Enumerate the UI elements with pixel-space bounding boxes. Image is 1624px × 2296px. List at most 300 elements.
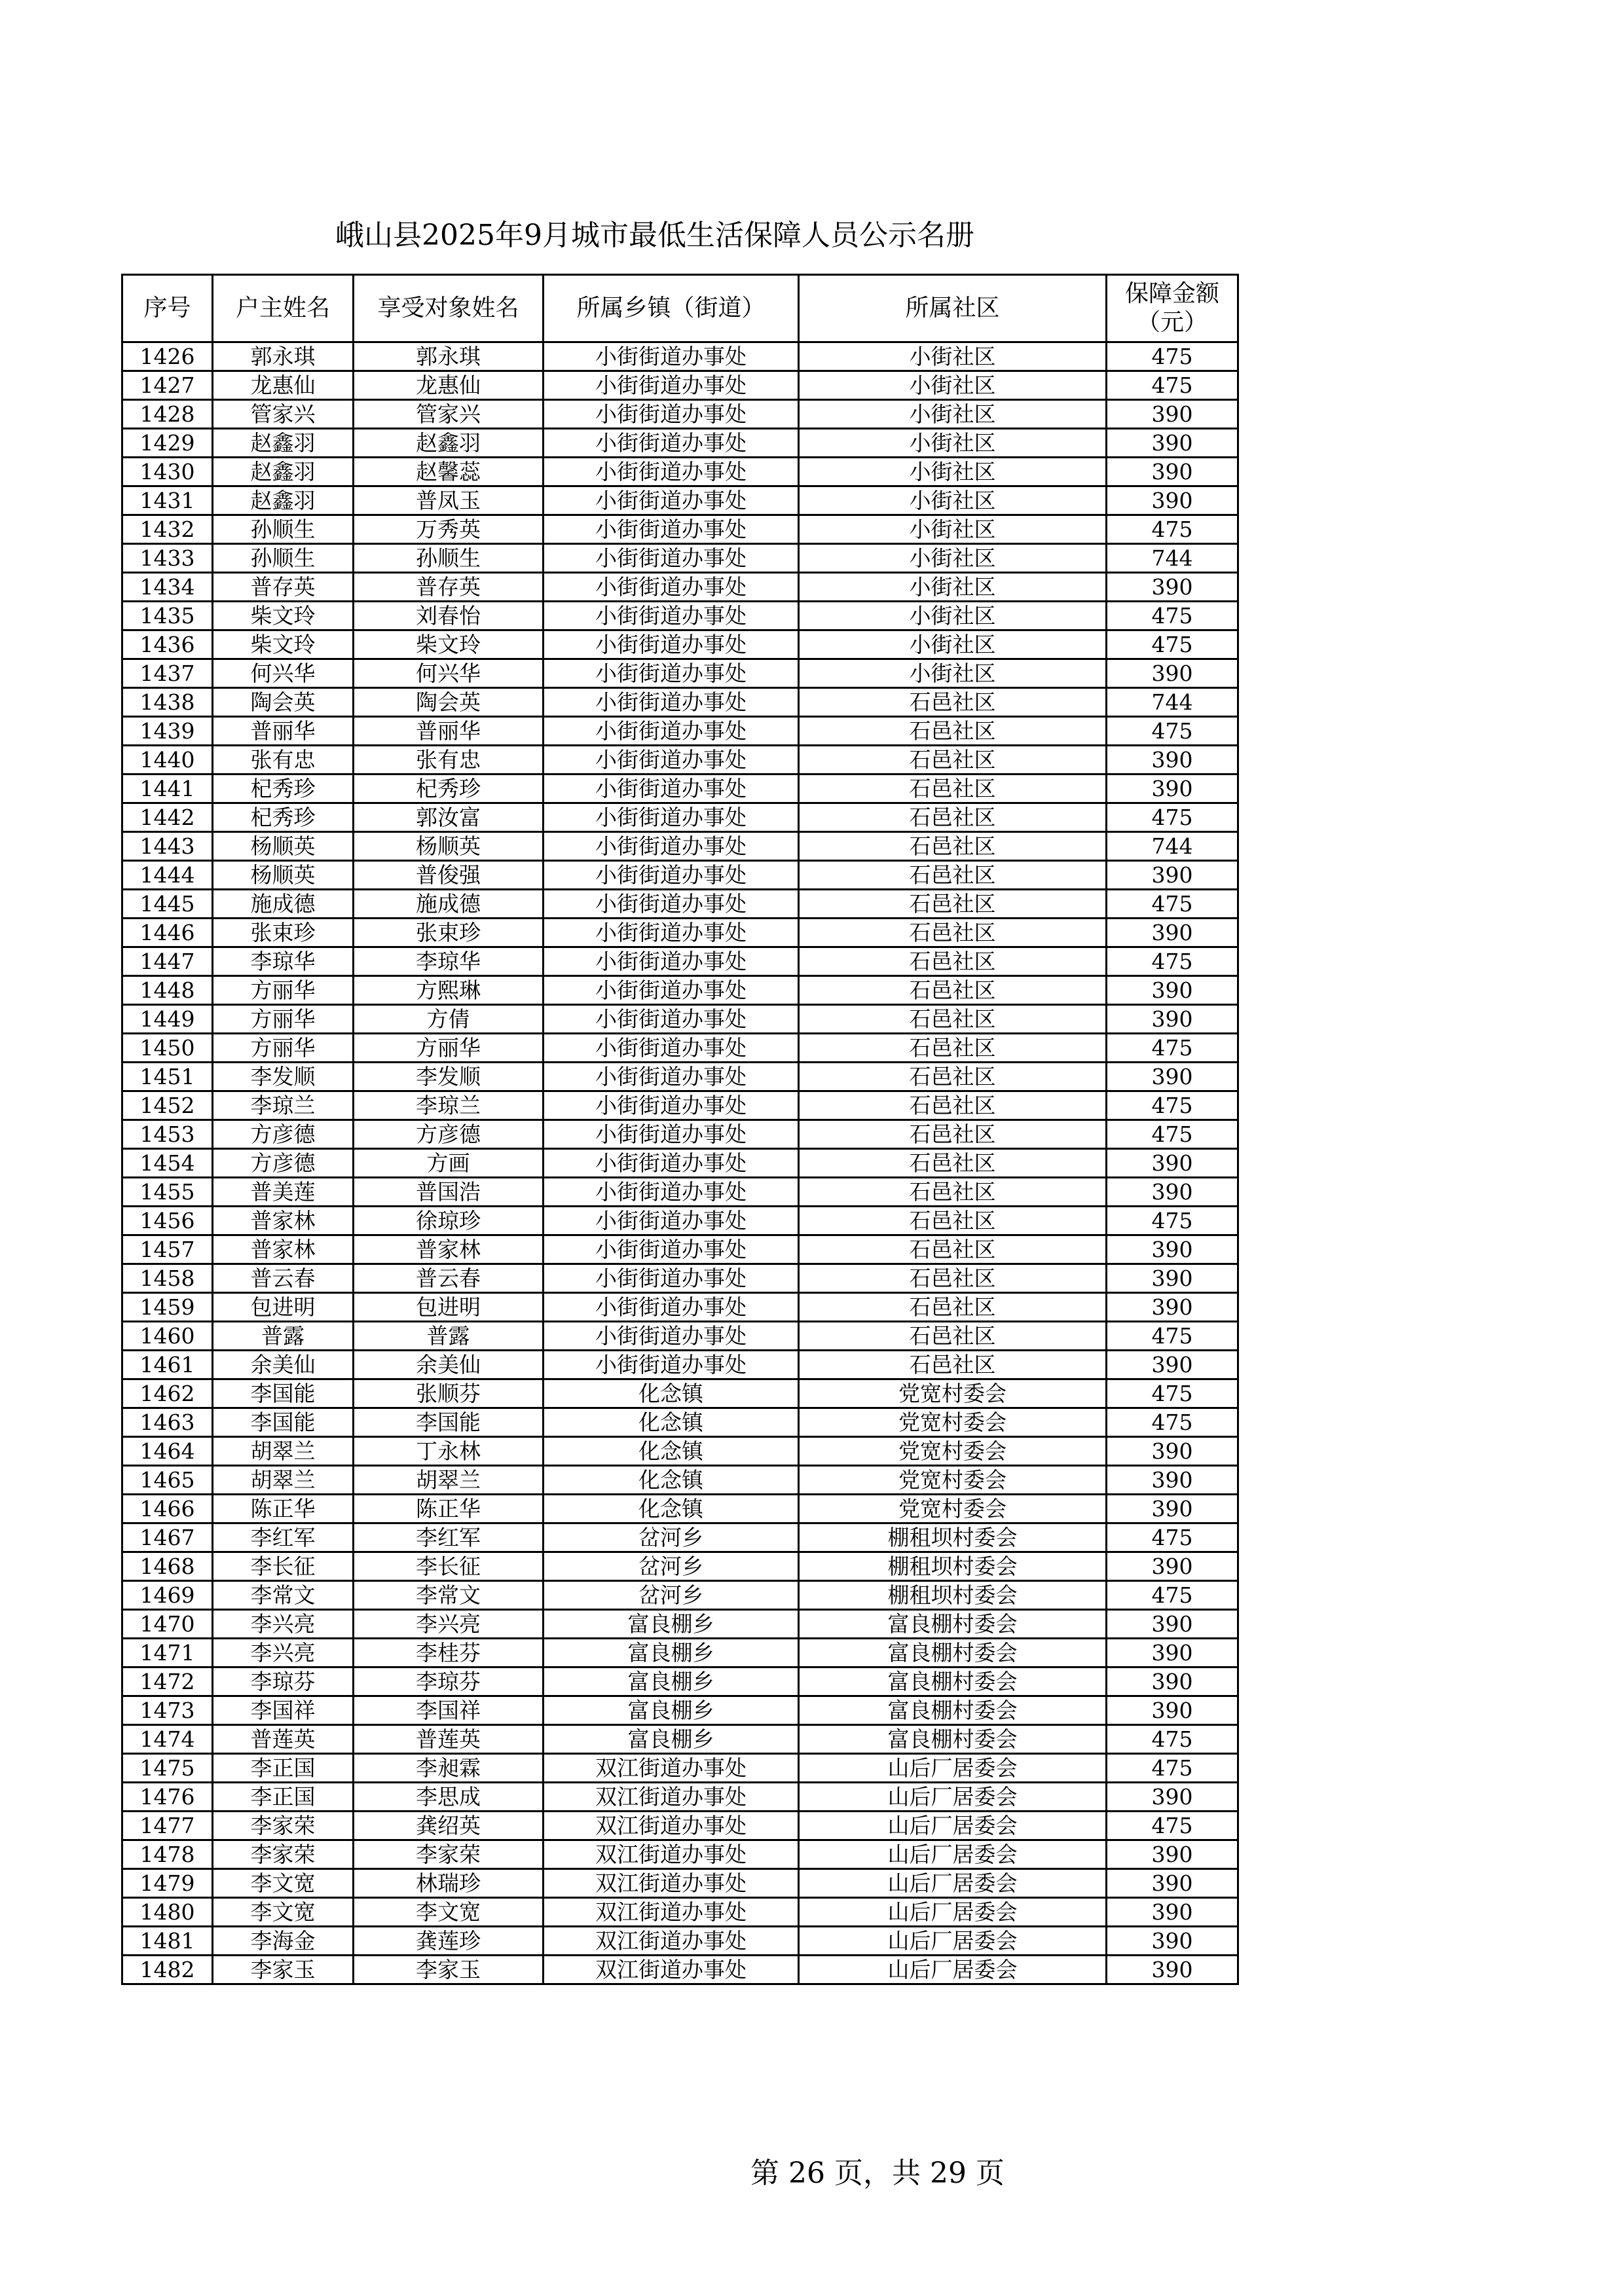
community-cell: 石邑社区 (799, 1351, 1107, 1379)
header-household-head: 户主姓名 (213, 275, 354, 342)
serial-cell: 1464 (122, 1437, 213, 1466)
township-cell: 双江街道办事处 (544, 1840, 799, 1869)
serial-cell: 1473 (122, 1696, 213, 1725)
community-cell: 党宽村委会 (799, 1466, 1107, 1495)
household-head-cell: 李文宽 (213, 1869, 354, 1898)
household-head-cell: 胡翠兰 (213, 1466, 354, 1495)
beneficiary-cell: 普存英 (354, 573, 544, 602)
serial-cell: 1426 (122, 342, 213, 371)
beneficiary-cell: 陶会英 (354, 688, 544, 717)
serial-cell: 1430 (122, 458, 213, 486)
amount-cell: 390 (1107, 486, 1238, 515)
beneficiary-cell: 郭永琪 (354, 342, 544, 371)
amount-cell: 475 (1107, 1034, 1238, 1063)
community-cell: 富良棚村委会 (799, 1639, 1107, 1667)
township-cell: 小街街道办事处 (544, 544, 799, 573)
beneficiary-cell: 杞秀珍 (354, 774, 544, 803)
household-head-cell: 方丽华 (213, 1034, 354, 1063)
serial-cell: 1447 (122, 947, 213, 976)
community-cell: 小街社区 (799, 515, 1107, 544)
table-row (122, 861, 1238, 890)
community-cell: 山后厂居委会 (799, 1783, 1107, 1812)
serial-cell: 1481 (122, 1927, 213, 1956)
beneficiary-cell: 赵馨蕊 (354, 458, 544, 486)
serial-cell: 1434 (122, 573, 213, 602)
table-row (122, 1639, 1238, 1667)
township-cell: 小街街道办事处 (544, 1091, 799, 1120)
table-row (122, 1898, 1238, 1927)
beneficiary-cell: 余美仙 (354, 1351, 544, 1379)
community-cell: 石邑社区 (799, 1034, 1107, 1063)
township-cell: 小街街道办事处 (544, 890, 799, 919)
beneficiary-cell: 方彦德 (354, 1120, 544, 1149)
household-head-cell: 李发顺 (213, 1063, 354, 1091)
community-cell: 小街社区 (799, 659, 1107, 688)
amount-cell: 744 (1107, 688, 1238, 717)
amount-cell: 390 (1107, 1351, 1238, 1379)
township-cell: 化念镇 (544, 1495, 799, 1523)
community-cell: 石邑社区 (799, 1178, 1107, 1207)
amount-cell: 390 (1107, 1063, 1238, 1091)
household-head-cell: 李文宽 (213, 1898, 354, 1927)
table-row (122, 1927, 1238, 1956)
amount-cell: 475 (1107, 1091, 1238, 1120)
township-cell: 双江街道办事处 (544, 1754, 799, 1783)
amount-cell: 475 (1107, 342, 1238, 371)
serial-cell: 1456 (122, 1207, 213, 1235)
amount-cell: 475 (1107, 630, 1238, 659)
community-cell: 石邑社区 (799, 890, 1107, 919)
township-cell: 化念镇 (544, 1437, 799, 1466)
table-row (122, 1466, 1238, 1495)
roster-table (121, 274, 1239, 1985)
amount-cell: 390 (1107, 1696, 1238, 1725)
table-row (122, 919, 1238, 947)
beneficiary-cell: 李常文 (354, 1581, 544, 1610)
community-cell: 石邑社区 (799, 1091, 1107, 1120)
table-row (122, 1408, 1238, 1437)
township-cell: 小街街道办事处 (544, 803, 799, 832)
household-head-cell: 施成德 (213, 890, 354, 919)
serial-cell: 1482 (122, 1956, 213, 1984)
household-head-cell: 李国祥 (213, 1696, 354, 1725)
serial-cell: 1479 (122, 1869, 213, 1898)
community-cell: 石邑社区 (799, 688, 1107, 717)
township-cell: 双江街道办事处 (544, 1956, 799, 1984)
amount-cell: 475 (1107, 1207, 1238, 1235)
amount-cell: 475 (1107, 371, 1238, 400)
beneficiary-cell: 何兴华 (354, 659, 544, 688)
community-cell: 山后厂居委会 (799, 1927, 1107, 1956)
table-row (122, 544, 1238, 573)
community-cell: 小街社区 (799, 342, 1107, 371)
beneficiary-cell: 李发顺 (354, 1063, 544, 1091)
community-cell: 石邑社区 (799, 832, 1107, 861)
serial-cell: 1427 (122, 371, 213, 400)
serial-cell: 1466 (122, 1495, 213, 1523)
beneficiary-cell: 方熙琳 (354, 976, 544, 1005)
beneficiary-cell: 李兴亮 (354, 1610, 544, 1639)
household-head-cell: 龙惠仙 (213, 371, 354, 400)
township-cell: 双江街道办事处 (544, 1927, 799, 1956)
beneficiary-cell: 龙惠仙 (354, 371, 544, 400)
township-cell: 小街街道办事处 (544, 400, 799, 429)
beneficiary-cell: 管家兴 (354, 400, 544, 429)
serial-cell: 1440 (122, 746, 213, 774)
household-head-cell: 杞秀珍 (213, 803, 354, 832)
amount-cell: 390 (1107, 1495, 1238, 1523)
community-cell: 小街社区 (799, 458, 1107, 486)
table-row (122, 1235, 1238, 1264)
serial-cell: 1444 (122, 861, 213, 890)
amount-cell: 390 (1107, 861, 1238, 890)
township-cell: 小街街道办事处 (544, 1034, 799, 1063)
household-head-cell: 方丽华 (213, 976, 354, 1005)
header-serial-number: 序号 (122, 275, 213, 342)
beneficiary-cell: 丁永林 (354, 1437, 544, 1466)
household-head-cell: 李家荣 (213, 1812, 354, 1840)
beneficiary-cell: 李思成 (354, 1783, 544, 1812)
serial-cell: 1458 (122, 1264, 213, 1293)
serial-cell: 1455 (122, 1178, 213, 1207)
community-cell: 石邑社区 (799, 803, 1107, 832)
household-head-cell: 李正国 (213, 1783, 354, 1812)
amount-cell: 390 (1107, 1178, 1238, 1207)
page-number: 第 26 页，共 29 页 (750, 2157, 1005, 2190)
beneficiary-cell: 普丽华 (354, 717, 544, 746)
household-head-cell: 李常文 (213, 1581, 354, 1610)
serial-cell: 1442 (122, 803, 213, 832)
amount-cell: 475 (1107, 717, 1238, 746)
amount-cell: 475 (1107, 803, 1238, 832)
amount-cell: 390 (1107, 1293, 1238, 1322)
household-head-cell: 陶会英 (213, 688, 354, 717)
township-cell: 小街街道办事处 (544, 919, 799, 947)
amount-cell: 390 (1107, 1639, 1238, 1667)
community-cell: 石邑社区 (799, 717, 1107, 746)
amount-cell: 390 (1107, 976, 1238, 1005)
community-cell: 富良棚村委会 (799, 1725, 1107, 1754)
serial-cell: 1465 (122, 1466, 213, 1495)
household-head-cell: 普家林 (213, 1235, 354, 1264)
table-row (122, 1379, 1238, 1408)
beneficiary-cell: 李家玉 (354, 1956, 544, 1984)
community-cell: 小街社区 (799, 630, 1107, 659)
amount-cell: 744 (1107, 544, 1238, 573)
amount-cell: 475 (1107, 890, 1238, 919)
household-head-cell: 赵鑫羽 (213, 458, 354, 486)
community-cell: 富良棚村委会 (799, 1696, 1107, 1725)
header-row (122, 275, 1238, 342)
serial-cell: 1468 (122, 1552, 213, 1581)
beneficiary-cell: 李琼芬 (354, 1667, 544, 1696)
household-head-cell: 李琼兰 (213, 1091, 354, 1120)
township-cell: 小街街道办事处 (544, 1322, 799, 1351)
beneficiary-cell: 普莲英 (354, 1725, 544, 1754)
serial-cell: 1437 (122, 659, 213, 688)
township-cell: 小街街道办事处 (544, 774, 799, 803)
table-row (122, 1869, 1238, 1898)
table-row (122, 1091, 1238, 1120)
township-cell: 小街街道办事处 (544, 1178, 799, 1207)
community-cell: 党宽村委会 (799, 1437, 1107, 1466)
beneficiary-cell: 张束珍 (354, 919, 544, 947)
community-cell: 石邑社区 (799, 976, 1107, 1005)
amount-cell: 390 (1107, 573, 1238, 602)
community-cell: 党宽村委会 (799, 1379, 1107, 1408)
table-row (122, 1495, 1238, 1523)
township-cell: 小街街道办事处 (544, 746, 799, 774)
amount-cell: 744 (1107, 832, 1238, 861)
serial-cell: 1476 (122, 1783, 213, 1812)
table-row (122, 515, 1238, 544)
township-cell: 小街街道办事处 (544, 573, 799, 602)
serial-cell: 1436 (122, 630, 213, 659)
serial-cell: 1431 (122, 486, 213, 515)
household-head-cell: 李正国 (213, 1754, 354, 1783)
serial-cell: 1452 (122, 1091, 213, 1120)
table-row (122, 1696, 1238, 1725)
household-head-cell: 李家荣 (213, 1840, 354, 1869)
amount-cell: 390 (1107, 1956, 1238, 1984)
amount-cell: 390 (1107, 1898, 1238, 1927)
serial-cell: 1467 (122, 1523, 213, 1552)
serial-cell: 1480 (122, 1898, 213, 1927)
amount-cell: 390 (1107, 429, 1238, 458)
township-cell: 小街街道办事处 (544, 342, 799, 371)
community-cell: 山后厂居委会 (799, 1812, 1107, 1840)
table-row (122, 1523, 1238, 1552)
community-cell: 石邑社区 (799, 1063, 1107, 1091)
serial-cell: 1438 (122, 688, 213, 717)
household-head-cell: 李国能 (213, 1379, 354, 1408)
household-head-cell: 普家林 (213, 1207, 354, 1235)
beneficiary-cell: 龚莲珍 (354, 1927, 544, 1956)
table-row (122, 486, 1238, 515)
amount-cell: 390 (1107, 659, 1238, 688)
beneficiary-cell: 孙顺生 (354, 544, 544, 573)
table-row (122, 1610, 1238, 1639)
household-head-cell: 李琼芬 (213, 1667, 354, 1696)
header-community: 所属社区 (799, 275, 1107, 342)
township-cell: 富良棚乡 (544, 1639, 799, 1667)
table-row (122, 659, 1238, 688)
serial-cell: 1450 (122, 1034, 213, 1063)
beneficiary-cell: 普家林 (354, 1235, 544, 1264)
beneficiary-cell: 李昶霖 (354, 1754, 544, 1783)
table-row (122, 688, 1238, 717)
beneficiary-cell: 包进明 (354, 1293, 544, 1322)
township-cell: 双江街道办事处 (544, 1812, 799, 1840)
beneficiary-cell: 陈正华 (354, 1495, 544, 1523)
beneficiary-cell: 普露 (354, 1322, 544, 1351)
household-head-cell: 包进明 (213, 1293, 354, 1322)
amount-cell: 475 (1107, 1812, 1238, 1840)
table-row (122, 890, 1238, 919)
township-cell: 小街街道办事处 (544, 1264, 799, 1293)
amount-cell: 390 (1107, 774, 1238, 803)
household-head-cell: 普露 (213, 1322, 354, 1351)
amount-cell: 390 (1107, 1840, 1238, 1869)
township-cell: 小街街道办事处 (544, 1149, 799, 1178)
serial-cell: 1474 (122, 1725, 213, 1754)
community-cell: 石邑社区 (799, 1264, 1107, 1293)
household-head-cell: 赵鑫羽 (213, 429, 354, 458)
township-cell: 岔河乡 (544, 1581, 799, 1610)
amount-cell: 390 (1107, 458, 1238, 486)
table-row (122, 1783, 1238, 1812)
table-row (122, 371, 1238, 400)
table-row (122, 1264, 1238, 1293)
table-row (122, 832, 1238, 861)
table-row (122, 803, 1238, 832)
township-cell: 富良棚乡 (544, 1610, 799, 1639)
table-row (122, 400, 1238, 429)
township-cell: 岔河乡 (544, 1552, 799, 1581)
serial-cell: 1435 (122, 602, 213, 630)
community-cell: 小街社区 (799, 573, 1107, 602)
beneficiary-cell: 刘春怡 (354, 602, 544, 630)
amount-cell: 390 (1107, 1005, 1238, 1034)
table-row (122, 429, 1238, 458)
table-row (122, 602, 1238, 630)
serial-cell: 1457 (122, 1235, 213, 1264)
serial-cell: 1448 (122, 976, 213, 1005)
beneficiary-cell: 张有忠 (354, 746, 544, 774)
community-cell: 山后厂居委会 (799, 1840, 1107, 1869)
beneficiary-cell: 李桂芬 (354, 1639, 544, 1667)
beneficiary-cell: 郭汝富 (354, 803, 544, 832)
household-head-cell: 柴文玲 (213, 602, 354, 630)
community-cell: 石邑社区 (799, 919, 1107, 947)
beneficiary-cell: 李文宽 (354, 1898, 544, 1927)
serial-cell: 1472 (122, 1667, 213, 1696)
header-amount: 保障金额（元） (1107, 275, 1238, 342)
township-cell: 小街街道办事处 (544, 371, 799, 400)
community-cell: 石邑社区 (799, 1322, 1107, 1351)
table-row (122, 342, 1238, 371)
serial-cell: 1441 (122, 774, 213, 803)
household-head-cell: 柴文玲 (213, 630, 354, 659)
community-cell: 富良棚村委会 (799, 1667, 1107, 1696)
township-cell: 双江街道办事处 (544, 1898, 799, 1927)
beneficiary-cell: 龚绍英 (354, 1812, 544, 1840)
household-head-cell: 张有忠 (213, 746, 354, 774)
beneficiary-cell: 施成德 (354, 890, 544, 919)
community-cell: 棚租坝村委会 (799, 1523, 1107, 1552)
township-cell: 富良棚乡 (544, 1696, 799, 1725)
community-cell: 石邑社区 (799, 1207, 1107, 1235)
page-title: 峨山县2025年9月城市最低生活保障人员公示名册 (335, 219, 974, 252)
amount-cell: 475 (1107, 1322, 1238, 1351)
beneficiary-cell: 李国能 (354, 1408, 544, 1437)
serial-cell: 1460 (122, 1322, 213, 1351)
community-cell: 石邑社区 (799, 774, 1107, 803)
beneficiary-cell: 柴文玲 (354, 630, 544, 659)
serial-cell: 1445 (122, 890, 213, 919)
beneficiary-cell: 方丽华 (354, 1034, 544, 1063)
serial-cell: 1477 (122, 1812, 213, 1840)
township-cell: 富良棚乡 (544, 1667, 799, 1696)
township-cell: 小街街道办事处 (544, 1235, 799, 1264)
township-cell: 小街街道办事处 (544, 688, 799, 717)
amount-cell: 475 (1107, 515, 1238, 544)
community-cell: 山后厂居委会 (799, 1956, 1107, 1984)
township-cell: 小街街道办事处 (544, 947, 799, 976)
household-head-cell: 李家玉 (213, 1956, 354, 1984)
table-row (122, 1437, 1238, 1466)
household-head-cell: 张束珍 (213, 919, 354, 947)
table-row (122, 1149, 1238, 1178)
community-cell: 石邑社区 (799, 861, 1107, 890)
township-cell: 小街街道办事处 (544, 429, 799, 458)
household-head-cell: 孙顺生 (213, 544, 354, 573)
amount-cell: 390 (1107, 1437, 1238, 1466)
table-row (122, 1581, 1238, 1610)
community-cell: 山后厂居委会 (799, 1869, 1107, 1898)
beneficiary-cell: 普云春 (354, 1264, 544, 1293)
amount-cell: 390 (1107, 1466, 1238, 1495)
amount-cell: 390 (1107, 1149, 1238, 1178)
household-head-cell: 方彦德 (213, 1120, 354, 1149)
beneficiary-cell: 杨顺英 (354, 832, 544, 861)
serial-cell: 1439 (122, 717, 213, 746)
table-row (122, 1322, 1238, 1351)
beneficiary-cell: 普国浩 (354, 1178, 544, 1207)
community-cell: 石邑社区 (799, 1005, 1107, 1034)
household-head-cell: 李红军 (213, 1523, 354, 1552)
serial-cell: 1469 (122, 1581, 213, 1610)
amount-cell: 390 (1107, 1667, 1238, 1696)
beneficiary-cell: 张顺芬 (354, 1379, 544, 1408)
beneficiary-cell: 徐琼珍 (354, 1207, 544, 1235)
community-cell: 石邑社区 (799, 1293, 1107, 1322)
community-cell: 石邑社区 (799, 947, 1107, 976)
community-cell: 石邑社区 (799, 1235, 1107, 1264)
table-row (122, 630, 1238, 659)
serial-cell: 1428 (122, 400, 213, 429)
community-cell: 富良棚村委会 (799, 1610, 1107, 1639)
table-row (122, 458, 1238, 486)
table-row (122, 1754, 1238, 1783)
township-cell: 小街街道办事处 (544, 1120, 799, 1149)
table-row (122, 717, 1238, 746)
household-head-cell: 李兴亮 (213, 1639, 354, 1667)
household-head-cell: 李国能 (213, 1408, 354, 1437)
beneficiary-cell: 方画 (354, 1149, 544, 1178)
beneficiary-cell: 万秀英 (354, 515, 544, 544)
beneficiary-cell: 胡翠兰 (354, 1466, 544, 1495)
community-cell: 石邑社区 (799, 746, 1107, 774)
table-row (122, 1840, 1238, 1869)
amount-cell: 475 (1107, 1754, 1238, 1783)
household-head-cell: 方彦德 (213, 1149, 354, 1178)
amount-cell: 475 (1107, 1725, 1238, 1754)
beneficiary-cell: 林瑞珍 (354, 1869, 544, 1898)
household-head-cell: 余美仙 (213, 1351, 354, 1379)
township-cell: 小街街道办事处 (544, 486, 799, 515)
beneficiary-cell: 李琼兰 (354, 1091, 544, 1120)
amount-cell: 475 (1107, 1379, 1238, 1408)
household-head-cell: 李琼华 (213, 947, 354, 976)
header-township: 所属乡镇（街道） (544, 275, 799, 342)
township-cell: 化念镇 (544, 1379, 799, 1408)
amount-cell: 475 (1107, 1581, 1238, 1610)
township-cell: 双江街道办事处 (544, 1869, 799, 1898)
amount-cell: 390 (1107, 919, 1238, 947)
township-cell: 小街街道办事处 (544, 659, 799, 688)
community-cell: 小街社区 (799, 544, 1107, 573)
